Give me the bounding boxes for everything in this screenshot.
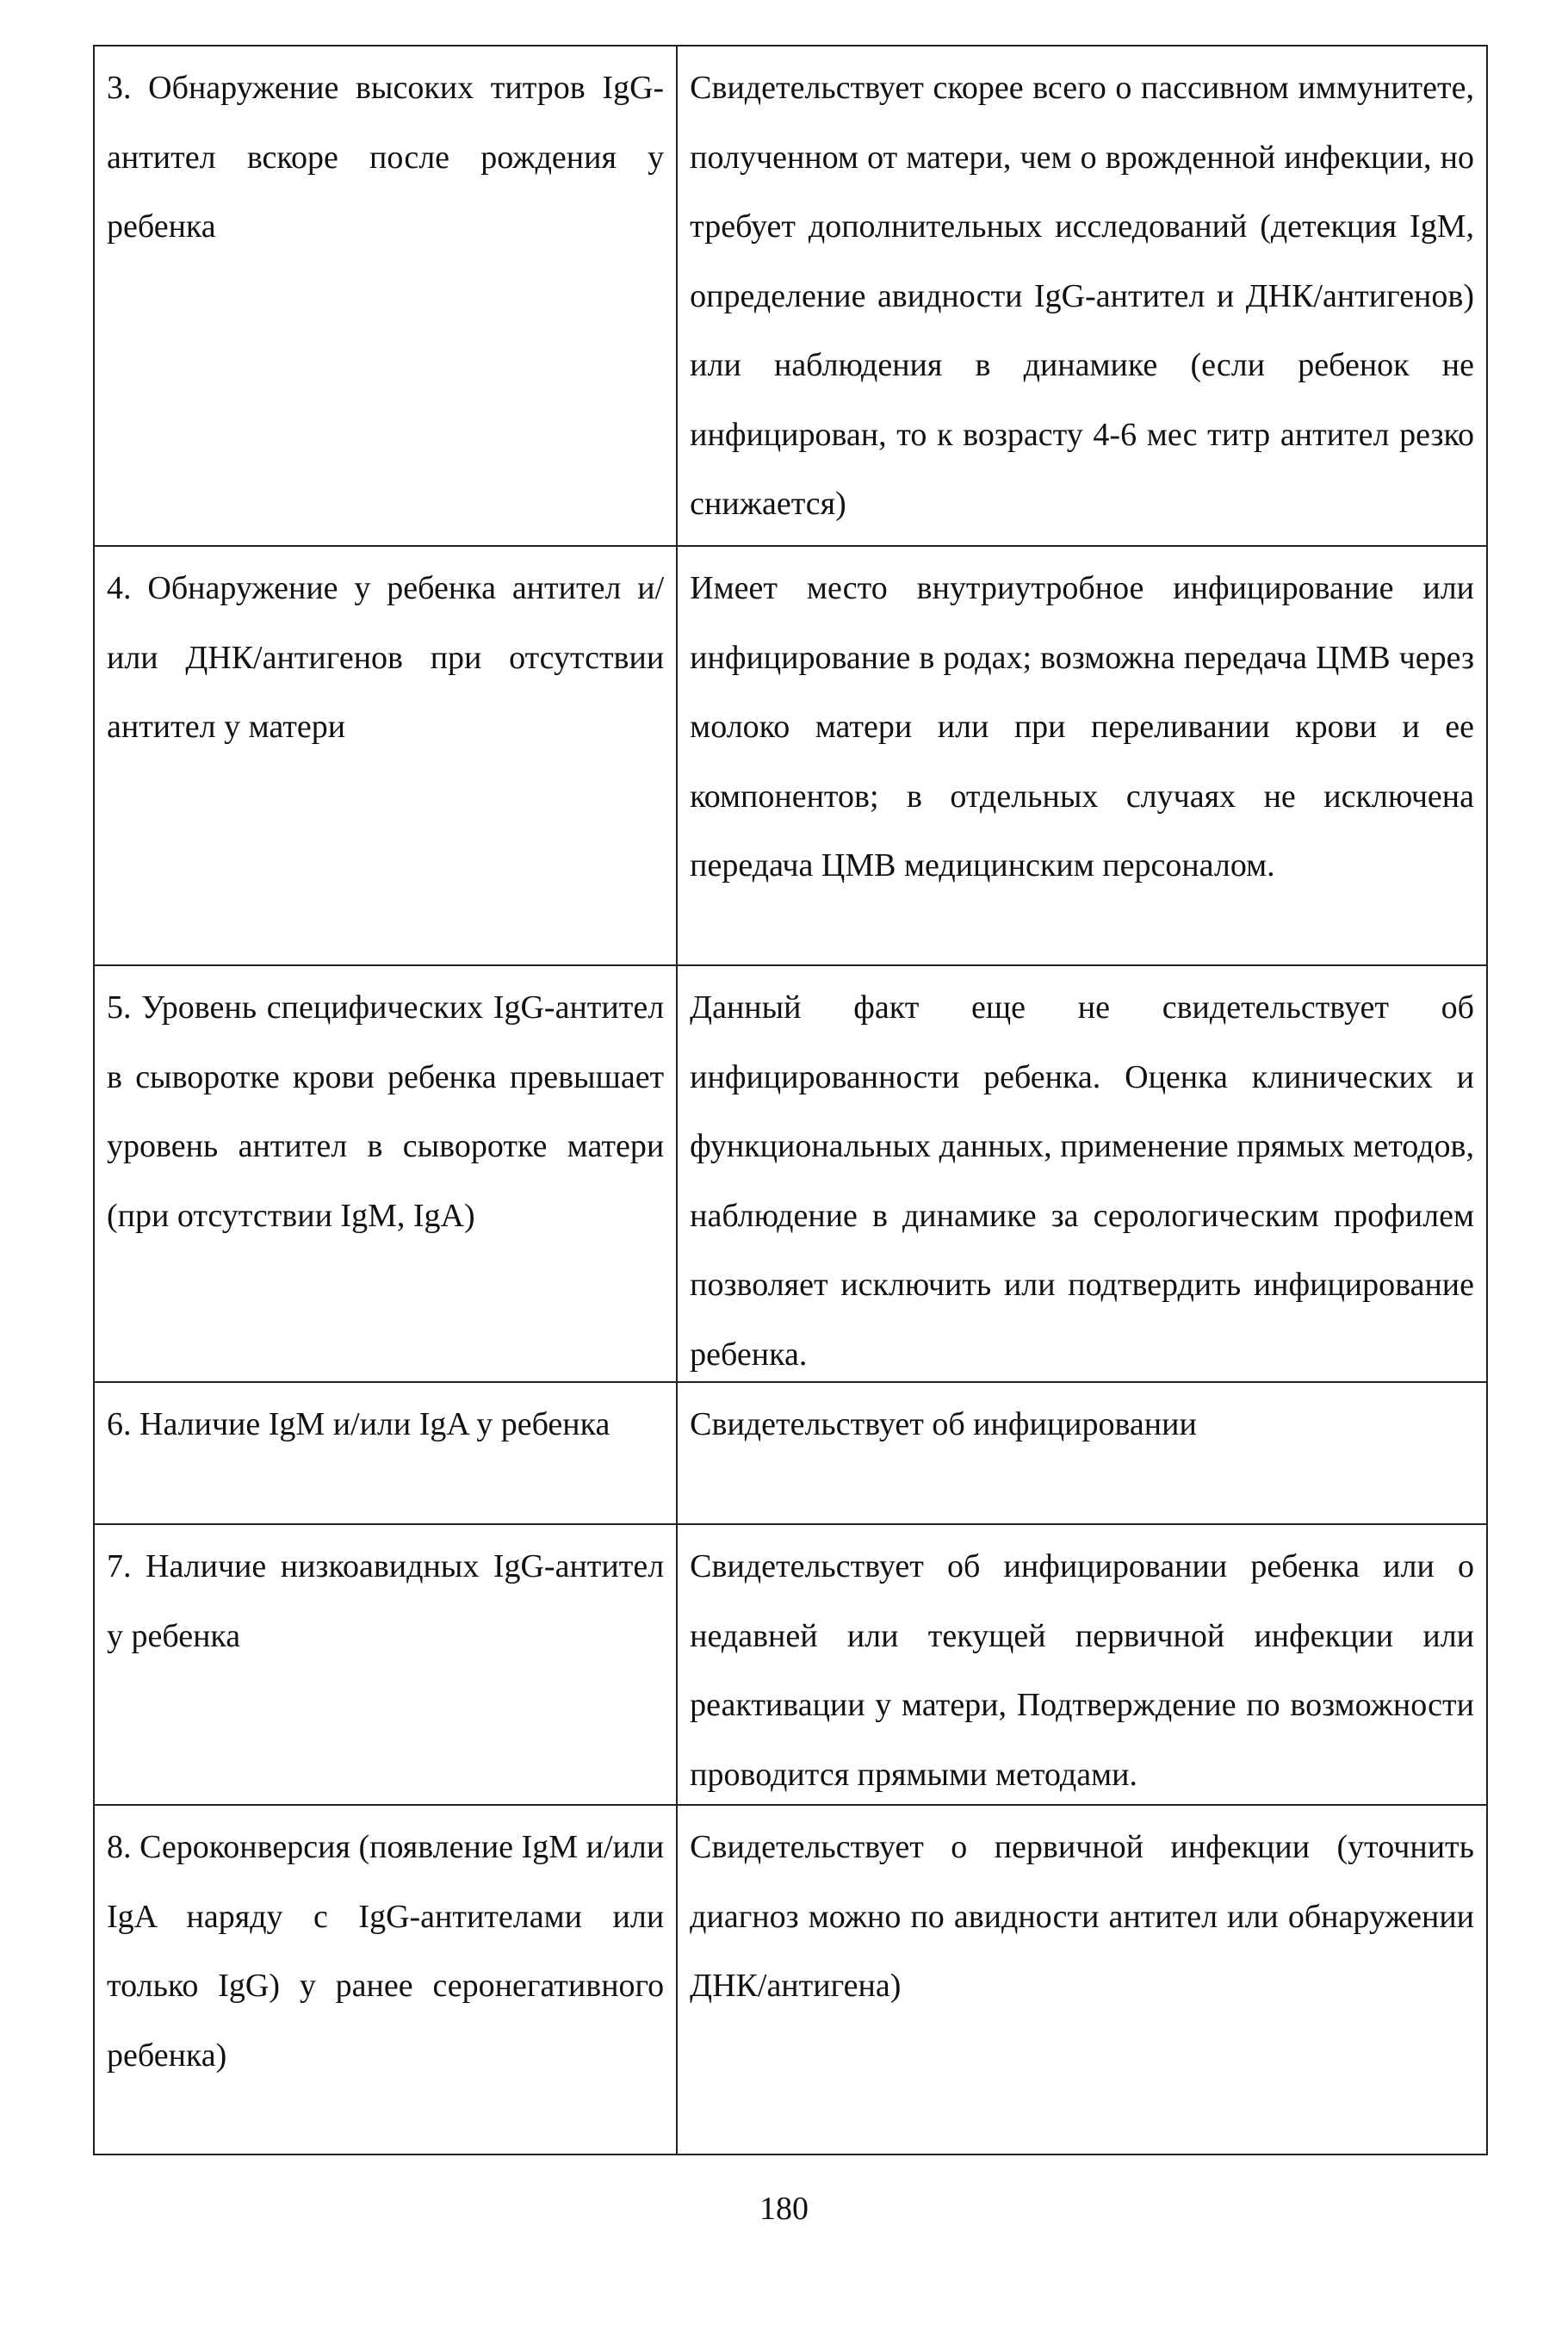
finding-cell: 5. Уровень специфических IgG-антител в сыворотке крови ребенка превышает уровень антител в сыворотке матери (при отсутствии IgM, IgA) — [95, 966, 678, 1381]
finding-cell: 8. Сероконверсия (появление IgM и/или IgA наряду с IgG-антителами или только IgG) у ранее серонегативного ребенка) — [95, 1806, 678, 2154]
finding-cell: 7. Наличие низкоавидных IgG-антител у ребенка — [95, 1525, 678, 1804]
table-row — [95, 1383, 1488, 1525]
table-row — [95, 966, 1488, 1383]
finding-cell: 6. Наличие IgM и/или IgA у ребенка — [95, 1383, 678, 1523]
table-row — [95, 46, 1488, 547]
interpretation-cell: Свидетельствует о первичной инфекции (уточнить диагноз можно по авидности антител или обнаружении ДНК/антигена) — [678, 1806, 1488, 2154]
interpretation-table — [93, 45, 1488, 2155]
interpretation-cell: Свидетельствует скорее всего о пассивном иммунитете, полученном от матери, чем о врожденной инфекции, но требует дополнительных исследований (детекция IgM, определение авидности IgG-антител и ДНК/антигенов) или наблюдения в динамике (если ребенок не инфицирован, то к возрасту 4-6 мес титр антител резко снижается) — [678, 46, 1488, 545]
interpretation-cell: Свидетельствует об инфицировании — [678, 1383, 1488, 1523]
table-row — [95, 547, 1488, 966]
table-row — [95, 1806, 1488, 2155]
interpretation-cell: Свидетельствует об инфицировании ребенка или о недавней или текущей первичной инфекции или реактивации у матери, Подтверждение по возможности проводится прямыми методами. — [678, 1525, 1488, 1804]
interpretation-cell: Данный факт еще не свидетельствует об инфицированности ребенка. Оценка клинических и функциональных данных, применение прямых методов, наблюдение в динамике за серологическим профилем позволяет исключить или подтвердить инфицирование ребенка. — [678, 966, 1488, 1381]
finding-cell: 3. Обнаружение высоких титров IgG-антител вскоре после рождения у ребенка — [95, 46, 678, 545]
finding-cell: 4. Обнаружение у ребенка антител и/или ДНК/антигенов при отсутствии антител у матери — [95, 547, 678, 964]
page-number: 180 — [759, 2191, 809, 2227]
table-row — [95, 1525, 1488, 1806]
interpretation-cell: Имеет место внутриутробное инфицирование или инфицирование в родах; возможна передача ЦМВ через молоко матери или при переливании крови и ее компонентов; в отдельных случаях не исключена передача ЦМВ медицинским персоналом. — [678, 547, 1488, 964]
